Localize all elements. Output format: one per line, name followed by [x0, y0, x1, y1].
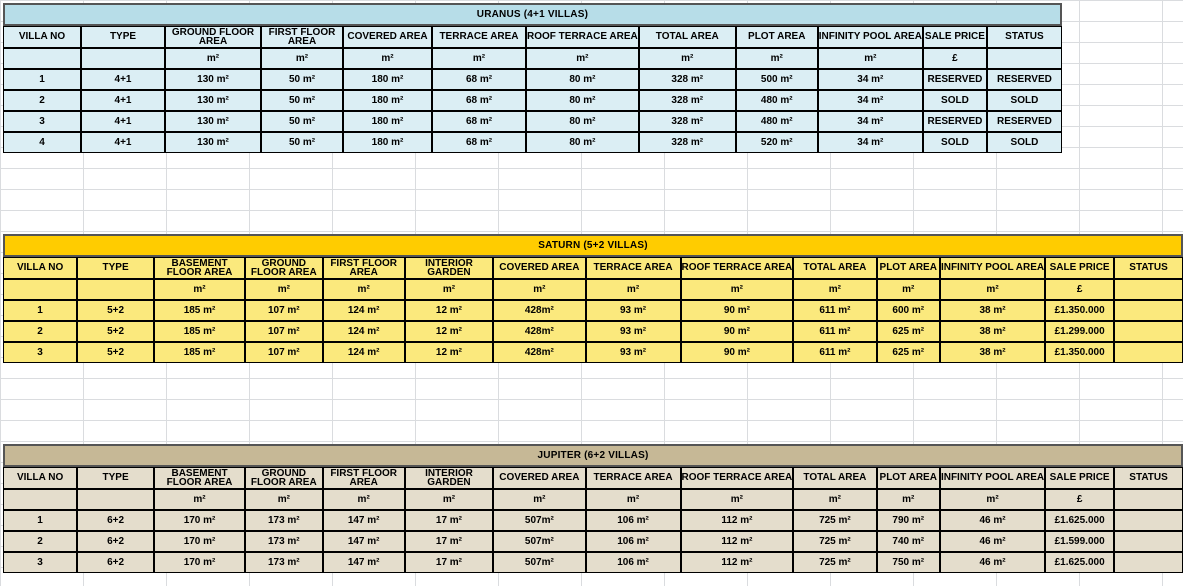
- cell[interactable]: 500 m²: [736, 69, 818, 90]
- header-cell[interactable]: STATUS: [1114, 467, 1183, 489]
- header-cell[interactable]: TOTAL AREA: [639, 26, 736, 48]
- unit-cell[interactable]: m²: [793, 489, 876, 510]
- cell[interactable]: 3: [3, 342, 77, 363]
- cell[interactable]: 507m²: [493, 552, 585, 573]
- header-cell[interactable]: TYPE: [77, 257, 154, 279]
- cell[interactable]: 185 m²: [154, 300, 245, 321]
- unit-cell[interactable]: [987, 48, 1062, 69]
- cell[interactable]: 3: [3, 111, 81, 132]
- cell[interactable]: 1: [3, 69, 81, 90]
- cell[interactable]: 68 m²: [432, 90, 526, 111]
- cell[interactable]: 147 m²: [323, 510, 405, 531]
- cell[interactable]: [1114, 510, 1183, 531]
- cell[interactable]: 328 m²: [639, 132, 736, 153]
- header-cell[interactable]: COVERED AREA: [343, 26, 432, 48]
- cell[interactable]: 185 m²: [154, 321, 245, 342]
- cell[interactable]: 5+2: [77, 342, 154, 363]
- cell[interactable]: [1114, 342, 1183, 363]
- cell[interactable]: 6+2: [77, 510, 154, 531]
- cell[interactable]: RESERVED: [987, 69, 1062, 90]
- table-row: [3, 531, 1183, 552]
- cell[interactable]: 107 m²: [245, 321, 322, 342]
- cell[interactable]: RESERVED: [987, 111, 1062, 132]
- cell[interactable]: 180 m²: [343, 69, 432, 90]
- header-cell[interactable]: VILLA NO: [3, 26, 81, 48]
- header-cell[interactable]: SALE PRICE: [923, 26, 987, 48]
- unit-cell[interactable]: m²: [681, 279, 794, 300]
- cell[interactable]: 4+1: [81, 132, 165, 153]
- unit-cell[interactable]: m²: [154, 489, 245, 510]
- cell[interactable]: 5+2: [77, 300, 154, 321]
- cell[interactable]: 328 m²: [639, 69, 736, 90]
- header-cell[interactable]: ROOF TERRACE AREA: [526, 26, 639, 48]
- cell[interactable]: 106 m²: [586, 510, 681, 531]
- header-cell[interactable]: BASEMENT FLOOR AREA: [154, 467, 245, 489]
- cell[interactable]: 90 m²: [681, 342, 794, 363]
- cell[interactable]: 130 m²: [165, 132, 261, 153]
- cell[interactable]: £1.350.000: [1045, 342, 1114, 363]
- header-cell[interactable]: INFINITY POOL AREA: [940, 257, 1045, 279]
- unit-cell[interactable]: [81, 48, 165, 69]
- cell[interactable]: 107 m²: [245, 300, 322, 321]
- unit-cell[interactable]: m²: [681, 489, 794, 510]
- unit-cell[interactable]: m²: [343, 48, 432, 69]
- uranus-grid: [3, 3, 1062, 153]
- unit-cell[interactable]: m²: [586, 279, 681, 300]
- cell[interactable]: 46 m²: [940, 510, 1045, 531]
- table-row: [3, 510, 1183, 531]
- unit-cell[interactable]: m²: [586, 489, 681, 510]
- cell[interactable]: 1: [3, 510, 77, 531]
- unit-cell[interactable]: [77, 489, 154, 510]
- header-cell[interactable]: FIRST FLOOR AREA: [323, 467, 405, 489]
- cell[interactable]: 112 m²: [681, 531, 794, 552]
- cell[interactable]: 124 m²: [323, 321, 405, 342]
- unit-cell[interactable]: m²: [323, 279, 405, 300]
- cell[interactable]: 80 m²: [526, 69, 639, 90]
- cell[interactable]: 12 m²: [405, 342, 493, 363]
- unit-cell[interactable]: m²: [793, 279, 876, 300]
- cell[interactable]: 112 m²: [681, 510, 794, 531]
- cell[interactable]: 328 m²: [639, 111, 736, 132]
- unit-cell[interactable]: m²: [736, 48, 818, 69]
- cell[interactable]: 428m²: [493, 321, 585, 342]
- unit-cell[interactable]: m²: [405, 279, 493, 300]
- cell[interactable]: 611 m²: [793, 321, 876, 342]
- cell[interactable]: 93 m²: [586, 321, 681, 342]
- unit-cell[interactable]: m²: [261, 48, 343, 69]
- cell[interactable]: 173 m²: [245, 531, 322, 552]
- cell[interactable]: 17 m²: [405, 552, 493, 573]
- cell[interactable]: 50 m²: [261, 90, 343, 111]
- cell[interactable]: [1114, 300, 1183, 321]
- cell[interactable]: RESERVED: [923, 111, 987, 132]
- cell[interactable]: 130 m²: [165, 111, 261, 132]
- cell[interactable]: 180 m²: [343, 111, 432, 132]
- cell[interactable]: 170 m²: [154, 552, 245, 573]
- header-cell[interactable]: GROUND FLOOR AREA: [165, 26, 261, 48]
- cell[interactable]: 90 m²: [681, 300, 794, 321]
- cell[interactable]: 5+2: [77, 321, 154, 342]
- unit-cell[interactable]: m²: [940, 279, 1045, 300]
- cell[interactable]: 1: [3, 300, 77, 321]
- header-cell[interactable]: PLOT AREA: [736, 26, 818, 48]
- cell[interactable]: 90 m²: [681, 321, 794, 342]
- cell[interactable]: 38 m²: [940, 321, 1045, 342]
- cell[interactable]: 50 m²: [261, 111, 343, 132]
- unit-cell[interactable]: £: [1045, 489, 1114, 510]
- cell[interactable]: 93 m²: [586, 300, 681, 321]
- cell[interactable]: 790 m²: [877, 510, 940, 531]
- table-row: [3, 300, 1183, 321]
- cell[interactable]: 50 m²: [261, 69, 343, 90]
- cell[interactable]: 2: [3, 531, 77, 552]
- cell[interactable]: 38 m²: [940, 300, 1045, 321]
- cell[interactable]: £1.625.000: [1045, 552, 1114, 573]
- cell[interactable]: 4+1: [81, 69, 165, 90]
- header-cell[interactable]: GROUND FLOOR AREA: [245, 467, 322, 489]
- header-cell[interactable]: VILLA NO: [3, 467, 77, 489]
- cell[interactable]: 130 m²: [165, 69, 261, 90]
- unit-cell[interactable]: m²: [405, 489, 493, 510]
- cell[interactable]: 107 m²: [245, 342, 322, 363]
- cell[interactable]: 124 m²: [323, 342, 405, 363]
- header-cell[interactable]: ROOF TERRACE AREA: [681, 257, 794, 279]
- cell[interactable]: 740 m²: [877, 531, 940, 552]
- unit-cell[interactable]: m²: [432, 48, 526, 69]
- table-row: [3, 132, 1062, 153]
- cell[interactable]: 106 m²: [586, 531, 681, 552]
- unit-cell[interactable]: m²: [877, 489, 940, 510]
- cell[interactable]: 34 m²: [818, 90, 923, 111]
- unit-cell[interactable]: m²: [493, 489, 585, 510]
- cell[interactable]: 34 m²: [818, 111, 923, 132]
- header-cell[interactable]: TOTAL AREA: [793, 467, 876, 489]
- unit-cell[interactable]: [77, 279, 154, 300]
- jupiter-table: [3, 444, 1183, 573]
- cell[interactable]: 3: [3, 552, 77, 573]
- cell[interactable]: 480 m²: [736, 111, 818, 132]
- saturn-title[interactable]: SATURN (5+2 VILLAS): [3, 234, 1183, 257]
- cell[interactable]: £1.599.000: [1045, 531, 1114, 552]
- header-cell[interactable]: COVERED AREA: [493, 467, 585, 489]
- header-cell[interactable]: SALE PRICE: [1045, 257, 1114, 279]
- cell[interactable]: 170 m²: [154, 531, 245, 552]
- header-cell[interactable]: COVERED AREA: [493, 257, 585, 279]
- header-cell[interactable]: TERRACE AREA: [586, 467, 681, 489]
- cell[interactable]: 750 m²: [877, 552, 940, 573]
- cell[interactable]: 2: [3, 90, 81, 111]
- cell[interactable]: 185 m²: [154, 342, 245, 363]
- cell[interactable]: £1.299.000: [1045, 321, 1114, 342]
- unit-cell[interactable]: m²: [818, 48, 923, 69]
- cell[interactable]: 4+1: [81, 111, 165, 132]
- cell[interactable]: 625 m²: [877, 342, 940, 363]
- cell[interactable]: 507m²: [493, 510, 585, 531]
- unit-cell[interactable]: m²: [245, 279, 322, 300]
- header-cell[interactable]: SALE PRICE: [1045, 467, 1114, 489]
- table-row: [3, 69, 1062, 90]
- cell[interactable]: 106 m²: [586, 552, 681, 573]
- cell[interactable]: 12 m²: [405, 300, 493, 321]
- cell[interactable]: 68 m²: [432, 69, 526, 90]
- saturn-table: [3, 234, 1183, 363]
- cell[interactable]: 725 m²: [793, 531, 876, 552]
- cell[interactable]: 38 m²: [940, 342, 1045, 363]
- cell[interactable]: 4+1: [81, 90, 165, 111]
- jupiter-title[interactable]: JUPITER (6+2 VILLAS): [3, 444, 1183, 467]
- uranus-table: [3, 3, 1062, 153]
- unit-cell[interactable]: [3, 489, 77, 510]
- cell[interactable]: SOLD: [923, 90, 987, 111]
- cell[interactable]: 34 m²: [818, 132, 923, 153]
- header-cell[interactable]: INFINITY POOL AREA: [818, 26, 923, 48]
- cell[interactable]: 428m²: [493, 300, 585, 321]
- cell[interactable]: 6+2: [77, 552, 154, 573]
- cell[interactable]: 147 m²: [323, 531, 405, 552]
- unit-cell[interactable]: £: [923, 48, 987, 69]
- header-cell[interactable]: STATUS: [1114, 257, 1183, 279]
- cell[interactable]: 611 m²: [793, 342, 876, 363]
- cell[interactable]: 50 m²: [261, 132, 343, 153]
- unit-cell[interactable]: m²: [323, 489, 405, 510]
- cell[interactable]: 68 m²: [432, 111, 526, 132]
- cell[interactable]: 611 m²: [793, 300, 876, 321]
- table-row: [3, 90, 1062, 111]
- cell[interactable]: 46 m²: [940, 531, 1045, 552]
- unit-cell[interactable]: [1114, 279, 1183, 300]
- cell[interactable]: 328 m²: [639, 90, 736, 111]
- table-row: [3, 342, 1183, 363]
- header-cell[interactable]: INFINITY POOL AREA: [940, 467, 1045, 489]
- cell[interactable]: SOLD: [987, 90, 1062, 111]
- header-cell[interactable]: TOTAL AREA: [793, 257, 876, 279]
- header-cell[interactable]: TERRACE AREA: [586, 257, 681, 279]
- header-cell[interactable]: GROUND FLOOR AREA: [245, 257, 322, 279]
- header-cell[interactable]: INTERIOR GARDEN: [405, 467, 493, 489]
- jupiter-grid: [3, 444, 1183, 573]
- header-cell[interactable]: BASEMENT FLOOR AREA: [154, 257, 245, 279]
- cell[interactable]: 520 m²: [736, 132, 818, 153]
- cell[interactable]: 180 m²: [343, 132, 432, 153]
- header-cell[interactable]: TERRACE AREA: [432, 26, 526, 48]
- unit-cell[interactable]: £: [1045, 279, 1114, 300]
- unit-cell[interactable]: m²: [154, 279, 245, 300]
- unit-cell[interactable]: m²: [877, 279, 940, 300]
- cell[interactable]: 80 m²: [526, 90, 639, 111]
- cell[interactable]: SOLD: [923, 132, 987, 153]
- cell[interactable]: 170 m²: [154, 510, 245, 531]
- cell[interactable]: 428m²: [493, 342, 585, 363]
- unit-cell[interactable]: m²: [639, 48, 736, 69]
- cell[interactable]: 600 m²: [877, 300, 940, 321]
- cell[interactable]: 480 m²: [736, 90, 818, 111]
- cell[interactable]: 180 m²: [343, 90, 432, 111]
- header-cell[interactable]: STATUS: [987, 26, 1062, 48]
- header-cell[interactable]: INTERIOR GARDEN: [405, 257, 493, 279]
- cell[interactable]: [1114, 321, 1183, 342]
- cell[interactable]: 34 m²: [818, 69, 923, 90]
- cell[interactable]: 725 m²: [793, 552, 876, 573]
- cell[interactable]: 80 m²: [526, 132, 639, 153]
- cell[interactable]: 147 m²: [323, 552, 405, 573]
- cell[interactable]: 17 m²: [405, 510, 493, 531]
- cell[interactable]: RESERVED: [923, 69, 987, 90]
- unit-cell[interactable]: [3, 48, 81, 69]
- header-cell[interactable]: FIRST FLOOR AREA: [323, 257, 405, 279]
- unit-cell[interactable]: m²: [165, 48, 261, 69]
- cell[interactable]: 173 m²: [245, 510, 322, 531]
- cell[interactable]: [1114, 531, 1183, 552]
- cell[interactable]: 17 m²: [405, 531, 493, 552]
- header-cell[interactable]: ROOF TERRACE AREA: [681, 467, 794, 489]
- cell[interactable]: SOLD: [987, 132, 1062, 153]
- cell[interactable]: 6+2: [77, 531, 154, 552]
- header-cell[interactable]: TYPE: [81, 26, 165, 48]
- cell[interactable]: 4: [3, 132, 81, 153]
- cell[interactable]: 124 m²: [323, 300, 405, 321]
- table-row: [3, 111, 1062, 132]
- cell[interactable]: 46 m²: [940, 552, 1045, 573]
- uranus-title[interactable]: URANUS (4+1 VILLAS): [3, 3, 1062, 26]
- cell[interactable]: £1.350.000: [1045, 300, 1114, 321]
- cell[interactable]: 80 m²: [526, 111, 639, 132]
- cell[interactable]: 68 m²: [432, 132, 526, 153]
- cell[interactable]: £1.625.000: [1045, 510, 1114, 531]
- unit-cell[interactable]: [1114, 489, 1183, 510]
- unit-cell[interactable]: m²: [245, 489, 322, 510]
- cell[interactable]: 130 m²: [165, 90, 261, 111]
- header-cell[interactable]: PLOT AREA: [877, 467, 940, 489]
- cell[interactable]: 507m²: [493, 531, 585, 552]
- cell[interactable]: 625 m²: [877, 321, 940, 342]
- unit-cell[interactable]: m²: [940, 489, 1045, 510]
- table-row: [3, 321, 1183, 342]
- cell[interactable]: [1114, 552, 1183, 573]
- header-cell[interactable]: TYPE: [77, 467, 154, 489]
- cell[interactable]: 725 m²: [793, 510, 876, 531]
- header-cell[interactable]: PLOT AREA: [877, 257, 940, 279]
- header-cell[interactable]: VILLA NO: [3, 257, 77, 279]
- unit-cell[interactable]: [3, 279, 77, 300]
- cell[interactable]: 12 m²: [405, 321, 493, 342]
- cell[interactable]: 93 m²: [586, 342, 681, 363]
- cell[interactable]: 2: [3, 321, 77, 342]
- unit-cell[interactable]: m²: [493, 279, 585, 300]
- table-row: [3, 552, 1183, 573]
- cell[interactable]: 173 m²: [245, 552, 322, 573]
- cell[interactable]: 112 m²: [681, 552, 794, 573]
- unit-cell[interactable]: m²: [526, 48, 639, 69]
- saturn-grid: [3, 234, 1183, 363]
- header-cell[interactable]: FIRST FLOOR AREA: [261, 26, 343, 48]
